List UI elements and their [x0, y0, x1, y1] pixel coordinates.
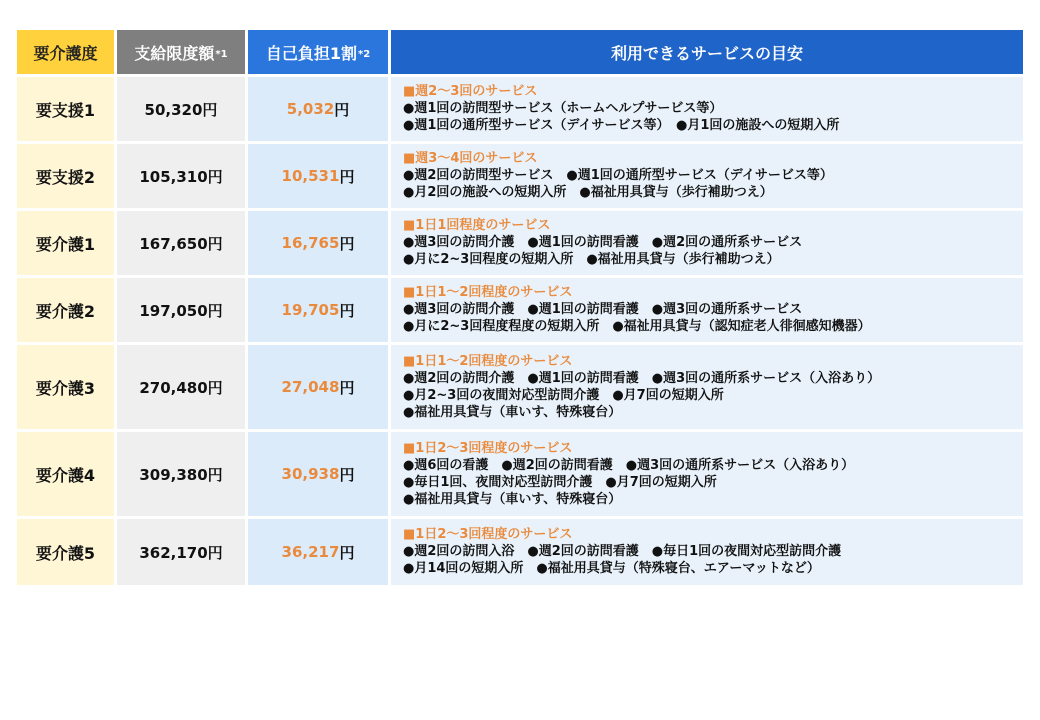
header-limit [117, 30, 245, 74]
service-line: ●月2~3回の夜間対応型訪問介護 ●月7回の短期入所 [403, 387, 724, 403]
limit-amount-cell [117, 519, 245, 585]
service-frequency-title: ■週2～3回のサービス [403, 84, 538, 99]
care-level-cell [17, 345, 114, 429]
care-level-label: 要介護2 [35, 301, 96, 321]
service-frequency-title: ■1日1～2回程度のサービス [403, 353, 573, 369]
header-limit-label: 支給限度額 [134, 43, 215, 63]
service-line: ●週2回の訪問入浴 ●週2回の訪問看護 ●毎日1回の夜間対応型訪問介護 [403, 544, 842, 559]
service-line: ●月14回の短期入所 ●福祉用具貸与（特殊寝台、エアーマットなど） [403, 561, 820, 576]
service-line: ●毎日1回、夜間対応型訪問介護 ●月7回の短期入所 [403, 474, 717, 490]
care-level-cell [17, 432, 114, 516]
care-level-label: 要介護3 [35, 378, 96, 398]
copay-unit: 円 [334, 100, 350, 119]
limit-amount: 362,170円 [139, 543, 223, 562]
care-level-cell [17, 278, 114, 342]
limit-amount-cell [117, 345, 245, 429]
header-copay-note: *2 [357, 48, 371, 60]
copay-unit: 円 [339, 167, 355, 186]
service-line: ●週2回の訪問介護 ●週1回の訪問看護 ●週3回の通所系サービス（入浴あり） [403, 370, 881, 386]
care-level-label: 要支援2 [35, 167, 96, 187]
care-level-cell [17, 144, 114, 208]
header-services [391, 30, 1023, 74]
table-row [17, 77, 1023, 144]
service-line: ●月に2~3回程度の短期入所 ●福祉用具貸与（歩行補助つえ） [403, 252, 780, 267]
limit-amount-cell [117, 144, 245, 208]
service-frequency-title: ■1日1～2回程度のサービス [403, 285, 573, 300]
services-cell [391, 345, 1023, 429]
copay-unit: 円 [339, 301, 355, 320]
copay-amount: 10,531 [281, 167, 340, 185]
table-row [17, 345, 1023, 432]
service-line: ●福祉用具貸与（車いす、特殊寝台） [403, 404, 622, 420]
copay-unit: 円 [339, 543, 355, 562]
limit-amount: 197,050円 [139, 301, 223, 320]
header-copay [248, 30, 388, 74]
limit-amount: 167,650円 [139, 234, 223, 253]
service-line: ●月2回の施設への短期入所 ●福祉用具貸与（歩行補助つえ） [403, 185, 773, 200]
care-level-cell [17, 211, 114, 275]
care-level-label: 要介護4 [35, 465, 96, 485]
copay-amount: 19,705 [281, 301, 340, 319]
copay-amount: 16,765 [281, 234, 340, 252]
copay-amount: 27,048 [281, 378, 340, 396]
service-frequency-title: ■週3～4回のサービス [403, 151, 538, 166]
copay-amount: 36,217 [281, 543, 340, 561]
limit-amount-cell [117, 77, 245, 141]
care-level-cell [17, 77, 114, 141]
services-cell [391, 432, 1023, 516]
service-line: ●週1回の訪問型サービス（ホームヘルプサービス等） [403, 101, 723, 116]
copay-cell [248, 211, 388, 275]
service-frequency-title: ■1日1回程度のサービス [403, 218, 551, 233]
care-level-table [17, 30, 1023, 588]
service-line: ●週3回の訪問介護 ●週1回の訪問看護 ●週2回の通所系サービス [403, 235, 803, 250]
services-cell [391, 144, 1023, 208]
services-cell [391, 211, 1023, 275]
service-line: ●週2回の訪問型サービス ●週1回の通所型サービス（デイサービス等） [403, 168, 833, 183]
service-frequency-title: ■1日2～3回程度のサービス [403, 527, 573, 542]
copay-unit: 円 [339, 378, 355, 397]
care-level-cell [17, 519, 114, 585]
copay-unit: 円 [339, 234, 355, 253]
table-header [17, 30, 1023, 77]
service-line: ●月に2~3回程度程度の短期入所 ●福祉用具貸与（認知症老人徘徊感知機器） [403, 319, 871, 334]
limit-amount: 309,380円 [139, 465, 223, 484]
header-limit-note: *1 [215, 48, 228, 60]
services-cell [391, 519, 1023, 585]
limit-amount-cell [117, 432, 245, 516]
copay-amount: 5,032 [286, 100, 335, 118]
copay-cell [248, 77, 388, 141]
table-row [17, 432, 1023, 519]
care-level-label: 要支援1 [35, 100, 96, 120]
header-care-level-label: 要介護度 [33, 43, 98, 63]
services-cell [391, 278, 1023, 342]
table-row [17, 519, 1023, 588]
copay-unit: 円 [339, 465, 355, 484]
limit-amount: 105,310円 [139, 167, 223, 186]
limit-amount-cell [117, 278, 245, 342]
limit-amount: 50,320円 [144, 100, 218, 119]
copay-cell [248, 144, 388, 208]
header-care-level [17, 30, 114, 74]
copay-cell [248, 432, 388, 516]
copay-amount: 30,938 [281, 465, 340, 483]
services-cell [391, 77, 1023, 141]
table-body [17, 77, 1023, 588]
service-line: ●週6回の看護 ●週2回の訪問看護 ●週3回の通所系サービス（入浴あり） [403, 457, 855, 473]
service-line: ●福祉用具貸与（車いす、特殊寝台） [403, 491, 622, 507]
limit-amount: 270,480円 [139, 378, 223, 397]
service-line: ●週3回の訪問介護 ●週1回の訪問看護 ●週3回の通所系サービス [403, 302, 803, 317]
service-frequency-title: ■1日2～3回程度のサービス [403, 440, 573, 456]
limit-amount-cell [117, 211, 245, 275]
service-line: ●週1回の通所型サービス（デイサービス等） ●月1回の施設への短期入所 [403, 118, 840, 133]
header-services-label: 利用できるサービスの目安 [610, 43, 803, 63]
copay-cell [248, 345, 388, 429]
table-row [17, 278, 1023, 345]
table-row [17, 211, 1023, 278]
copay-cell [248, 519, 388, 585]
care-level-label: 要介護5 [35, 543, 96, 563]
copay-cell [248, 278, 388, 342]
table-row [17, 144, 1023, 211]
care-level-label: 要介護1 [35, 234, 96, 254]
header-copay-label: 自己負担1割 [265, 43, 357, 63]
